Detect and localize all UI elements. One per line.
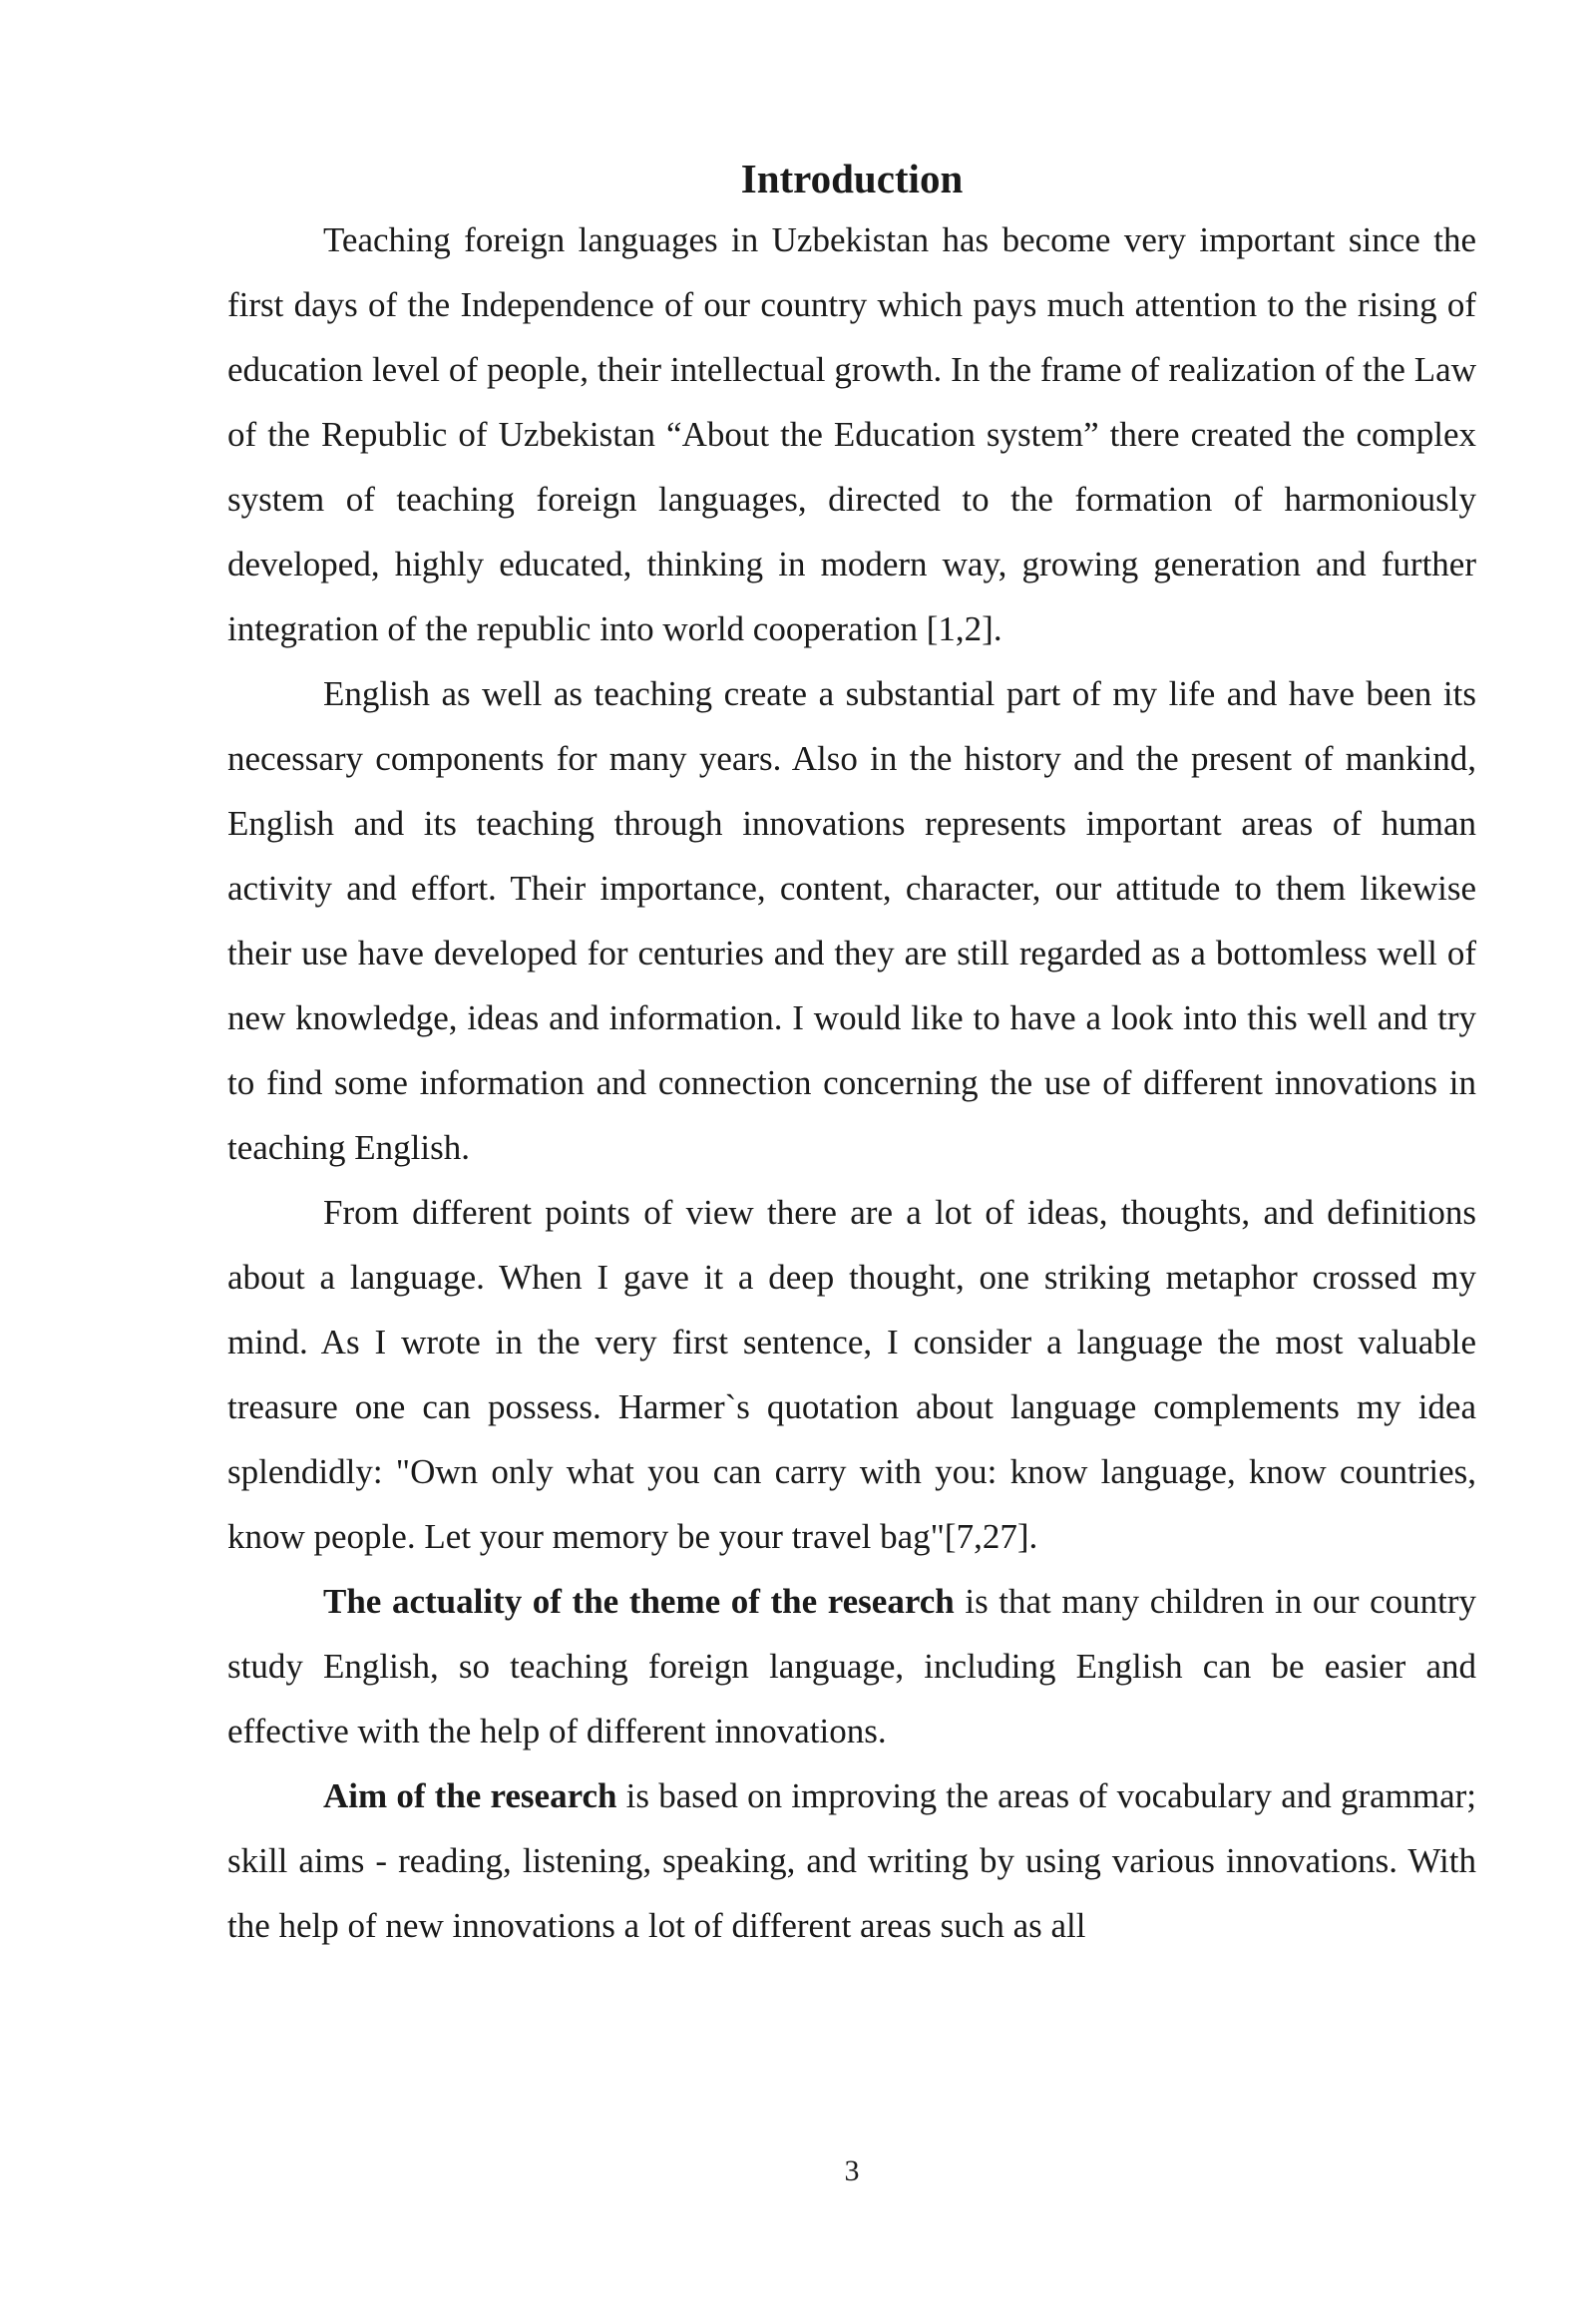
actuality-text: is that many children in our country study English, so teaching foreign language, including English can be easier and effective with the help of different innovations. bbox=[227, 1582, 1476, 1750]
actuality-heading: The actuality of the theme of the research bbox=[323, 1582, 955, 1621]
paragraph-aim bbox=[227, 1763, 1476, 1958]
page-title: Introduction bbox=[740, 156, 964, 201]
aim-heading: Aim of the research bbox=[323, 1776, 617, 1815]
paragraph-1-text: Teaching foreign languages in Uzbekistan has become very important since the first days of the Independence of our country which pays much attention to the rising of education level of people, their intellectual growth. In the frame of realization of the Law of the Republic of Uzbekistan “About the Education system” there created the complex system of teaching foreign languages, directed to the formation of harmoniously developed, highly educated, thinking in modern way, growing generation and further integration of the republic into world cooperation [1,2]. bbox=[227, 220, 1476, 648]
aim-text: is based on improving the areas of vocabulary and grammar; skill aims - reading, listening, speaking, and writing by using various innovations. With the help of new innovations a lot of different areas such as all bbox=[227, 1776, 1476, 1945]
page-number: 3 bbox=[844, 2154, 860, 2187]
paragraph-3 bbox=[227, 1180, 1476, 1569]
paragraph-2 bbox=[227, 661, 1476, 1180]
paragraph-actuality bbox=[227, 1569, 1476, 1763]
paragraph-1 bbox=[227, 207, 1476, 661]
paragraph-2-text: English as well as teaching create a substantial part of my life and have been its necessary components for many years. Also in the history and the present of mankind, English and its teaching through innovations represents important areas of human activity and effort. Their importance, content, character, our attitude to them likewise their use have developed for centuries and they are still regarded as a bottomless well of new knowledge, ideas and information. I would like to have a look into this well and try to find some information and connection concerning the use of different innovations in teaching English. bbox=[227, 674, 1476, 1167]
page-content bbox=[227, 150, 1476, 1958]
paragraph-3-text: From different points of view there are a lot of ideas, thoughts, and definitions about a language. When I gave it a deep thought, one striking metaphor crossed my mind. As I wrote in the very first sentence, I consider a language the most valuable treasure one can possess. Harmer`s quotation about language complements my idea splendidly: "Own only what you can carry with you: know language, know countries, know people. Let your memory be your travel bag"[7,27]. bbox=[227, 1193, 1476, 1556]
